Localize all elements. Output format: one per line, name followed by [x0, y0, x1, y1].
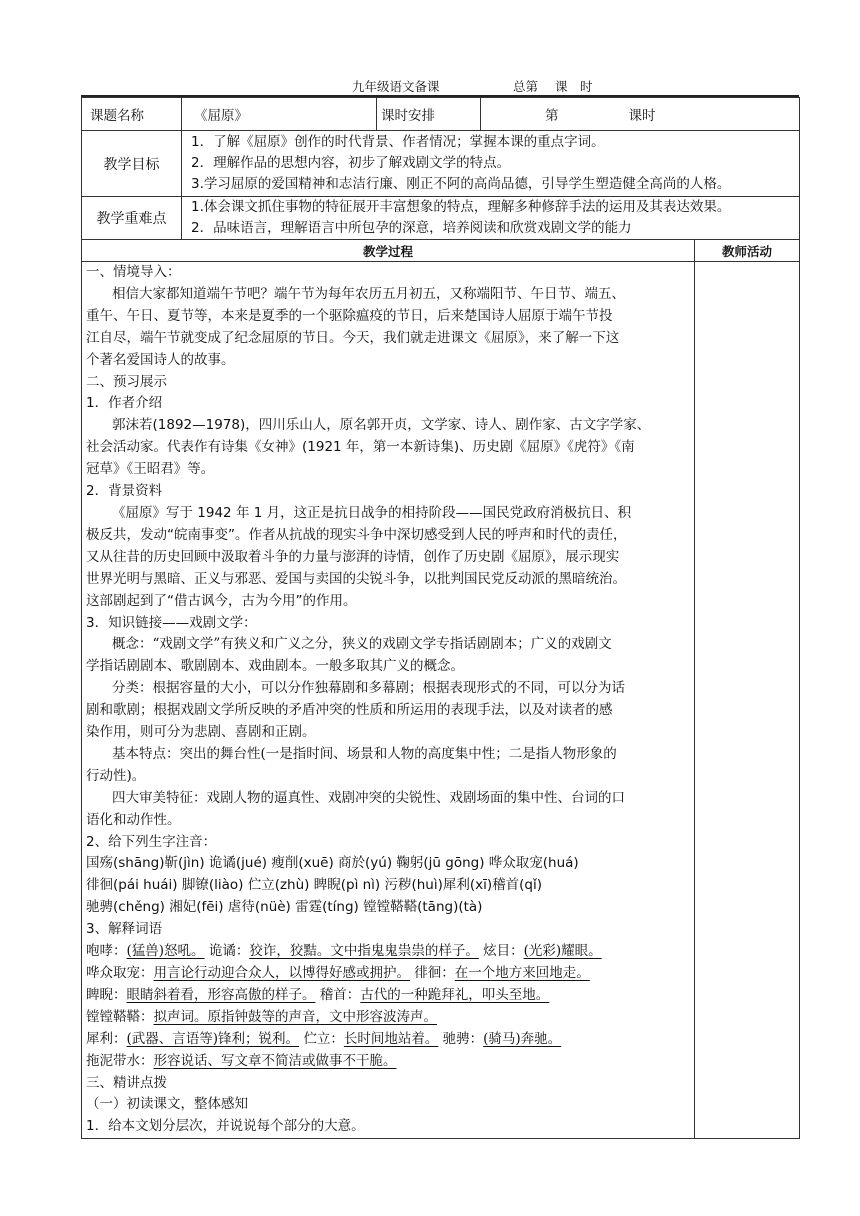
vocab-line [86, 1051, 690, 1073]
lesson-title: 《屈原》 [182, 98, 377, 131]
vocab-word: 徘徊： [414, 965, 455, 981]
vocab-word: 诡谲： [208, 943, 250, 960]
process-row [82, 262, 800, 1139]
knowledge-line: 四大审美特征：戏剧人物的逼真性、戏剧冲突的尖锐性、戏剧场面的集中性、台词的口 [112, 789, 625, 806]
vocab-def: 长时间地站着。 [343, 1030, 439, 1047]
vocab-line [86, 963, 690, 985]
vocab-def: 眼睛斜着看，形容高傲的样子。 [126, 986, 316, 1003]
lesson-table [81, 97, 800, 1139]
vocab-def: (武器、言语等)锋利；锐利。 [126, 1030, 300, 1047]
vocab-word: 驰骋： [442, 1030, 484, 1047]
header-shi: 时 [580, 79, 593, 94]
knowledge-line: 语化和动作性。 [86, 811, 181, 828]
vocab-word: 睥睨： [86, 986, 127, 1003]
keys-row [82, 197, 800, 240]
goal-1: 1．了解《屈原》创作的时代背景、作者情况；掌握本课的重点字词。 [191, 134, 605, 150]
intro-line: 江自尽，端午节就变成了纪念屈原的节日。今天，我们就走进课文《屈原》，来了解一下这 [86, 329, 620, 346]
intro-line: 个著名爱国诗人的故事。 [86, 351, 235, 368]
author-line: 社会活动家。代表作有诗集《女神》(1921 年，第一本新诗集)、历史剧《屈原》《虎符》《南 [86, 439, 635, 456]
pinyin-line: 徘徊(pái huái) 脚镣(liào) 伫立(zhù) 睥睨(pì nì) 污秽(huì)犀利(xī)稽首(qǐ) [86, 877, 542, 894]
keys-label: 教学重难点 [82, 197, 182, 240]
vocab-def: (光彩)耀眼。 [523, 943, 602, 960]
vocab-word: 拖泥带水： [86, 1052, 154, 1069]
vocab-line [86, 1007, 690, 1029]
background-line: 这部剧起到了“借古讽今，古为今用”的作用。 [86, 592, 357, 609]
header-total: 总第 [513, 79, 539, 94]
header-grade: 九年级语文备课 [352, 79, 440, 94]
vocab-def: (猛兽)怒吼。 [126, 943, 205, 960]
knowledge-line: 基本特点：突出的舞台性(一是指时间、场景和人物的高度集中性；二是指人物形象的 [112, 745, 617, 762]
vocab-def: 在一个地方来回地走。 [454, 965, 590, 981]
background-line: 世界光明与黑暗、正义与邪恶、爱国与卖国的尖锐斗争，以批判国民党反动派的黑暗统治。 [86, 570, 626, 587]
vocab-word: 镗镗鞳鞳： [86, 1008, 154, 1025]
teacher-activity-cell [695, 262, 800, 1139]
section-explain: 三、精讲点拨 [86, 1074, 167, 1091]
background-line: 《屈原》写于 1942 年 1 月，这正是抗日战争的相持阶段——国民党政府消极抗日、积 [112, 504, 632, 521]
label-title: 课题名称 [82, 98, 182, 131]
schedule-di: 第 [545, 108, 559, 124]
sub-background: 2．背景资料 [86, 483, 163, 500]
vocab-def: 拟声词。原指钟鼓等的声音，文中形容波涛声。 [153, 1008, 437, 1025]
knowledge-line: 剧和歌剧；根据戏剧文学所反映的矛盾冲突的性质和所运用的表现手法，以及对读者的感 [86, 702, 613, 719]
knowledge-line: 分类：根据容量的大小，可以分作独幕剧和多幕剧；根据表现形式的不同，可以分为话 [112, 680, 625, 697]
goal-2: 2．理解作品的思想内容，初步了解戏剧文学的特点。 [191, 155, 511, 171]
background-line: 极反共，发动“皖南事变”。作者从抗战的现实斗争中深切感受到人民的呼声和时代的责任， [86, 526, 627, 543]
title-row [82, 98, 800, 131]
knowledge-line: 行动性)。 [86, 767, 146, 784]
intro-line: 重午、午日、夏节等，本来是夏季的一个驱除瘟疫的节日，后来楚国诗人屈原于端午节投 [86, 307, 613, 324]
sub-first-read: （一）初读课文，整体感知 [86, 1096, 248, 1113]
header-ke: 课 [555, 79, 568, 94]
background-line: 又从往昔的历史回顾中汲取着斗争的力量与澎湃的诗情，创作了历史剧《屈原》，展示现实 [86, 548, 620, 565]
pinyin-line: 驰骋(chěng) 湘妃(fēi) 虐待(nüè) 雷霆(tíng) 镗镗鞳鞳(tāng)(tà) [86, 899, 483, 916]
vocab-word: 犀利： [86, 1030, 127, 1047]
vocab-word: 稽首： [319, 986, 361, 1003]
section-preview: 二、预习展示 [86, 373, 167, 390]
vocab-word: 炫目： [483, 943, 524, 960]
vocab-def: 狡诈，狡黠。文中指鬼鬼祟祟的样子。 [249, 943, 479, 960]
author-line: 郭沫若(1892—1978)，四川乐山人，原名郭开贞，文学家、诗人、剧作家、古文字学家、 [112, 417, 651, 434]
knowledge-line: 染作用，则可分为悲剧、喜剧和正剧。 [86, 724, 316, 741]
process-content [82, 262, 695, 1139]
lesson-plan [81, 95, 799, 1139]
schedule-value [481, 98, 800, 131]
keys-content [182, 197, 800, 240]
sub-vocab: 3、解释词语 [86, 921, 163, 938]
pinyin-line: 国殇(shāng)靳(jìn) 诡谲(jué) 瘦削(xuē) 商於(yú) 鞠躬(jū gōng) 哗众取宠(huá) [86, 855, 579, 872]
vocab-word: 咆哮： [86, 943, 127, 960]
sub-pinyin: 2、给下列生字注音： [86, 833, 217, 850]
question-1: 1．给本文划分层次，并说说每个部分的大意。 [86, 1118, 365, 1135]
goals-content [182, 131, 800, 197]
section-intro: 一、情境导入： [86, 264, 181, 280]
goals-label: 教学目标 [82, 131, 182, 197]
author-line: 冠草》《王昭君》等。 [86, 461, 215, 478]
vocab-def: 用言论行动迎合众人，以博得好感或拥护。 [153, 965, 410, 981]
vocab-def: 形容说话、写文章不简洁或做事不干脆。 [153, 1052, 397, 1069]
label-schedule: 课时安排 [377, 98, 481, 131]
sub-knowledge: 3．知识链接——戏剧文学： [86, 614, 257, 631]
vocab-line [86, 941, 690, 963]
knowledge-line: 概念：“戏剧文学”有狭义和广义之分，狭义的戏剧文学专指话剧剧本；广义的戏剧文 [112, 636, 612, 653]
vocab-word: 伫立： [303, 1030, 344, 1047]
sub-author: 1．作者介绍 [86, 395, 163, 412]
key-1: 1.体会课文抓住事物的特征展开丰富想象的特点，理解多种修辞手法的运用及其表达效果。 [191, 199, 731, 215]
key-2: 2．品味语言，理解语言中所包孕的深意，培养阅读和欣赏戏剧文学的能力 [191, 220, 632, 236]
process-header-row [82, 240, 800, 262]
intro-line: 相信大家都知道端午节吧？端午节为每年农历五月初五，又称端阳节、午日节、端五、 [112, 285, 625, 302]
goal-3: 3.学习屈原的爱国精神和志洁行廉、刚正不阿的高尚品德，引导学生塑造健全高尚的人格。 [191, 176, 731, 192]
goals-row [82, 131, 800, 197]
vocab-line [86, 1029, 690, 1051]
teacher-heading: 教师活动 [695, 240, 800, 262]
vocab-def: 古代的一种跪拜礼，叩头至地。 [360, 986, 550, 1003]
vocab-def: (骑马)奔驰。 [483, 1030, 562, 1047]
knowledge-line: 学指话剧剧本、歌剧剧本、戏曲剧本。一般多取其广义的概念。 [86, 658, 464, 675]
vocab-line [86, 985, 690, 1007]
schedule-keshi: 课时 [628, 108, 656, 124]
process-heading: 教学过程 [82, 240, 695, 262]
vocab-word: 哗众取宠： [86, 965, 154, 981]
